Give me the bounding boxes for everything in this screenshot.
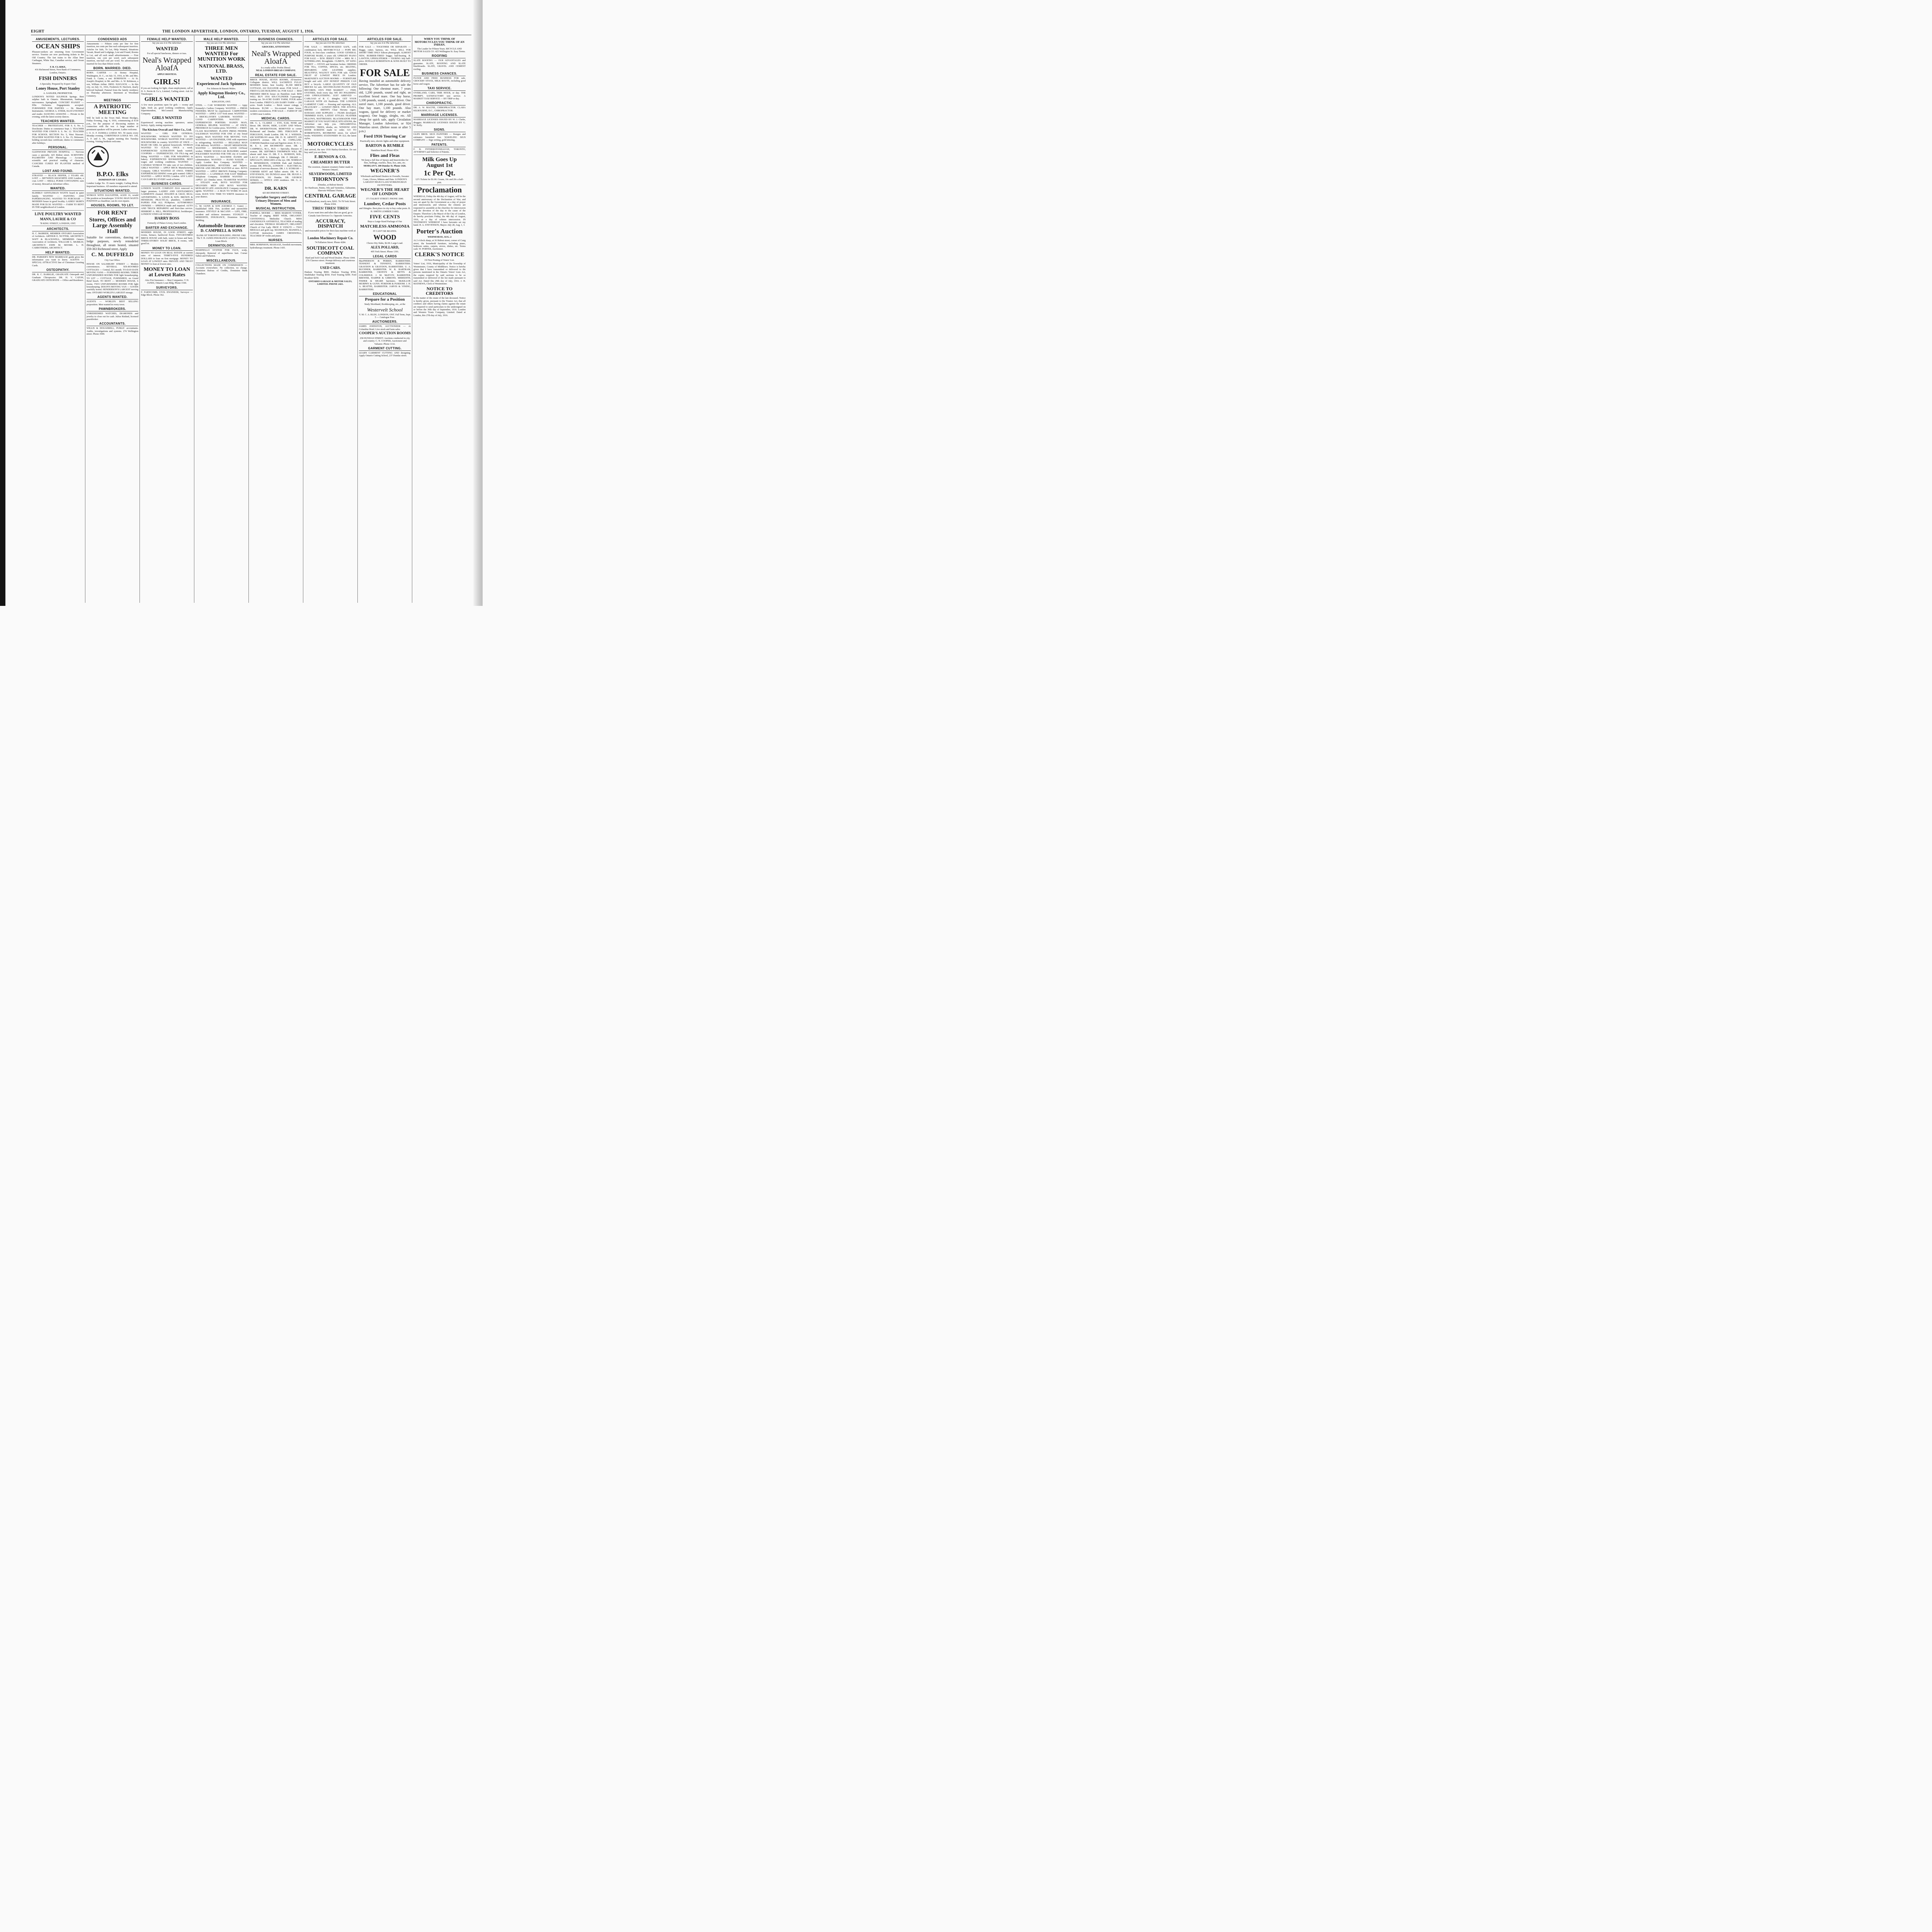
proclamation-body: WHEREAS, Friday the 4th day of August, will be the second anniversary of the Declaration of War, and was set apart by the Government as a day of prayer and intercession; and whereas the citizens are requested to assemble at the churches for intercession and the devotion of the day to the cause of the Empire. Therefore I, the Mayor of the City of London, do hereby proclaim Friday, the 4th day of August, 1916, as a day of solemn intercession. IN TESTIMONY WHEREOF I have hereunto set my hand. H. A. STEVENSON, Mayor. July 28, Aug. 1, 3. bbox=[413, 195, 466, 227]
wanted-title: WANTED bbox=[210, 75, 233, 82]
wanted-title: WANTED bbox=[156, 46, 178, 52]
money-loan-big: MONEY TO LOAN at Lowest Rates bbox=[143, 266, 190, 278]
personal-body: GLENWOOD PRIVATE HOSPITAL — Nervous cases a specialty. 425 Ridout street. SCIENTIFIC PALMISTRY AND Phrenology — Accurate, scientific and practical reading of character. CANCERS CURED BY PLANTER method of Canada. bbox=[32, 151, 84, 168]
garment-body: LEARN GARMENT CUTTING AND designing. Apply Ontario Cutting School, 237 Dundas street. bbox=[359, 351, 411, 357]
for-sale: FOR SALE bbox=[360, 67, 410, 79]
kingston-sub: KINGSTON, ONT. bbox=[212, 100, 231, 103]
ontario-garage: ONTARIO GARAGE & MOTOR SALES, LIMITED. PHONE 2421. bbox=[308, 280, 352, 286]
stores-body: Suitable for conventions, dancing or lodge purposes, newly remodeled throughout, all steam heated, situated 359-363 Richmond street, Apply bbox=[87, 236, 138, 251]
scan-edge-right bbox=[473, 0, 483, 606]
girls-wanted-2: GIRLS WANTED bbox=[152, 116, 182, 121]
heading-nurses: NURSES. bbox=[250, 238, 302, 243]
porter-body: At 2 o'clock sharp, at 36 Ridout street, corner of Craig street, the household furniture, including piano, bedroom suites, carpets, stoves, dishes, etc. Terms cash. W. PORTER, Auctioneer. bbox=[413, 239, 466, 251]
bpo-sub: DOMINION OF CANADA bbox=[99, 178, 126, 181]
creditors-body: In the matter of the estate of the late deceased. Notice is hereby given, pursuant to the Trustee Act, that all creditors and others having claims against the estate are required to send particulars to the undersigned on or before the 30th day of September, 1916. London and Western Trusts Company, Limited. Dated at London, this 27th day of July, 1916. bbox=[413, 297, 466, 317]
heading-male-help: MALE HELP WANTED. bbox=[196, 37, 247, 42]
auctioneers-body: JAMES JOHNSTON, AUCTIONEER — At Columbia Hotel. Live stock and farm sales. bbox=[359, 325, 411, 331]
ad-ocean-ships: OCEAN SHIPS bbox=[36, 43, 80, 50]
westervelt-school: Westervelt School bbox=[367, 306, 403, 313]
wegners-body: Wholesale and Retail Dealers in Overalls, Sweater Coats, Gloves, Mittens and Hats. LONDON'S LARGEST HIGH-CLASS WORKINGMAN OUTFITTERS. bbox=[361, 175, 409, 187]
heading-auctioneers: AUCTIONEERS. bbox=[359, 320, 411, 324]
heading-amusements: AMUSEMENTS, LECTURES. bbox=[32, 37, 84, 42]
heading-lost-found: LOST AND FOUND. bbox=[32, 169, 84, 173]
heading-legal-cards: LEGAL CARDS bbox=[359, 255, 411, 259]
column-2 bbox=[85, 36, 140, 603]
girls-ad: GIRLS! bbox=[153, 78, 180, 87]
milk-sub: 12½ Tickets for $1.00. Cream, 10c and 20c a half-pint. bbox=[415, 178, 464, 184]
national-brass: NATIONAL BRASS, LTD. bbox=[199, 63, 244, 74]
neals-bread-ad: Neal's Wrapped AloafA bbox=[142, 56, 192, 72]
london-machinery: London Machinery Repair Co. bbox=[307, 236, 354, 240]
elks-emblem-icon bbox=[87, 145, 110, 168]
neal-company: NEAL LONDON BREAD COMPANY. bbox=[256, 69, 296, 72]
heading-articles-for-sale: ARTICLES FOR SALE. bbox=[304, 37, 356, 42]
tires: TIRES! TIRES! TIRES! bbox=[312, 206, 349, 211]
heading-insurance: INSURANCE. bbox=[196, 200, 247, 204]
neals-bread-ad: Neal's Wrapped AloafA bbox=[251, 49, 301, 66]
janes-agency: The T. H. JANES INSURANCE AGENCY, Ontario Loan Block. bbox=[196, 237, 247, 243]
milk-price: 1c Per Qt. bbox=[423, 169, 456, 178]
teachers-body: TEACHER — PROTESTANT, FOR S. S. No. 2, Dorchester. Duties to commence Sept. 1. TEACHER WANTED FOR UNION S. S. No. 12. TEACHER FOR SCHOOL SECTION No. 5, West Nissouri. TEACHER WANTED FOR S. S. No. 15, Delaware; holding second-class certificate; duties to commence after holidays. bbox=[32, 124, 84, 145]
page-number: EIGHT bbox=[31, 29, 44, 34]
janes-sub: Also Fire Insurance — Best Companies. T. H. JANES, Ontario Loan Bldg. Phone 1544. bbox=[145, 279, 189, 285]
osteopathy-body: DR. R. C. BARKLIE, GRADUATE Osteopath and Graduate Chiropractor. DR. H. V. CATON, GRADUATE OSTEOPATH — Office and Residence. bbox=[32, 273, 84, 282]
column-5 bbox=[249, 36, 303, 603]
architects-body: H. C. McBRIDE, MEMBER ONTARIO Association of Architects. ARTHUR E. NUTTER, ARCHITECT. WATT & BLACKWELL, MEMBERS Ontario Association of Architects. WILLIAM G. MURRAY, ARCHITECT. JOHN M. MOORE. L. H. CARROTHERS, ARCHITECT. bbox=[32, 232, 84, 250]
girls-wanted: GIRLS WANTED bbox=[144, 96, 189, 103]
accuracy-body: and reasonable prices for first-class machine work at the bbox=[305, 230, 356, 235]
heading-barter: BARTER AND EXCHANGE. bbox=[141, 226, 193, 230]
thorntons-body: for Hardware, Paints, Oils and Varnishes, Alabastine, Sherwin-Williams' Paints. bbox=[305, 186, 356, 192]
central-garage: CENTRAL GARAGE bbox=[304, 193, 356, 199]
southcott-coal: SOUTHCOTT COAL COMPANY bbox=[306, 245, 354, 256]
heading-musical: MUSICAL INSTRUCTION. bbox=[250, 207, 302, 211]
neals-sub: Is a ready seller. Profits liberal. bbox=[261, 66, 291, 69]
ocean-body: Pleasure-seekers are returning from Government service. Tourists are now purchasing tickets to the Old Country. The fast trains to the Allan liner Carthagan, White Star, Canadian service, and Ocean Steamers. bbox=[32, 51, 84, 65]
heading-medical-cards: MEDICAL CARDS. bbox=[250, 117, 302, 121]
articles-body: FOR SALE — MEDIUM-SIZED SAFE, with combination lock. MOTORCYCLE — POPE BIG FOUR, in first-class condition. GOOD GENERAL PURPOSE MARE, 6 years old. UPRIGHT PIANO FOR SALE — $150. JERSEY COW — MRS. M. J. SUTHERLAND, Broughdale. CLIMO'S, 197 KING STREET — STOVE and furniture broker. ORDERS FOR TEA, COFFEE, SPICES, etc. BELTING, REPAIRING AND LEATHER supplies. BEAUTIFUL WALNUT SOFA FOR sale. GOOD FRUIT AT LOWEST PRICE IN London. McKENZIE'S AUCTION ROOMS — FURNITURE bought and sold. ANY HONEST PERSON CAN BUY a bicycle. LARGE QUANTITY OF OLD BRICKS for sale. SECOND-HAND PIANOS AND RECORDS. OX'S FISH MARKET — FISH, OYSTERS, fresh every day. WE DO POLISHING AND UPHOLSTERING. JUST ARRIVED — CARLOAD of R. C. shingles. GET YOUR GARAGE WITH AN Hardware. THE LONDON GARMENT CARE — Pressing and repairing. ALL PEACH-SET — LOWEST PRICE. THE JOY-FUL SMOKE — SMITH'S Clear Havana cigars. KODAKS AND SUPPLIES — FILMS developed. TRIMMED HATS, LATEST STYLES. FEATHER PILLOWS, MATTRESSES. BLACKMADOR FISH MARKET. IF YOU WANT HELP, SITUATIONS, the Advertiser can help you. ORNAMENTAL WEEPING TREES, shrubs, etc. WINDOW AND DOOR SCREENS made to order. GO TO ROBERTSON'S, RICHMOND street, for school books. WEDDING STATIONERY IN ALL the latest styles. bbox=[304, 46, 356, 140]
masthead bbox=[31, 29, 471, 35]
duffield: C. M. DUFFIELD bbox=[91, 252, 134, 258]
heading-money-to-loan: MONEY TO LOAN. bbox=[141, 247, 193, 251]
spinners-sub: For Johnson & Bassett Mules. bbox=[207, 87, 236, 90]
clarke-name: F. B. CLARKE, bbox=[50, 66, 66, 69]
girls-wanted-2-body: Experienced sewing machine operators; union factory. Apply, stating experience. bbox=[141, 121, 193, 127]
heading-real-estate: REAL ESTATE FOR SALE. bbox=[250, 73, 302, 78]
say-line: Say you saw it in The Advertiser. bbox=[261, 42, 291, 44]
jack-spinners: Experienced Jack Spinners bbox=[197, 82, 246, 87]
harry-sub: Formerly of Palace Livery, East London. bbox=[147, 222, 187, 225]
agents-body: AGENTS — WORLD'S BEST SELLING proposition. Men wanted in every town. bbox=[87, 300, 138, 306]
accountants-body: WILLIS & DOGGERELL, PUBLIC accountants. Audits, investigations and systems. 274 Wellington street. Phone 3949. bbox=[87, 327, 138, 336]
sadlier: A. SADLIER, PROPRIETOR. bbox=[43, 92, 73, 95]
heading-teachers-wanted: TEACHERS WANTED. bbox=[32, 119, 84, 124]
say-line: Say you saw it in The Advertiser. bbox=[316, 42, 345, 44]
rent-body: HOUSE ON SALISBURY STREET — Modern conveniences. SEVERAL SIX-ROOMED COTTAGES — Central, $11 month. TO-DAY-DATE MOVING VANS — FURNISHED ROOMS. THREE UNFURNISHED ROOMS FOR light housekeeping. TO LET — COTTAGE, FURNISHED, on Grand Bend beach. TO RENT — MODERN HOUSE, 6 rooms. TWO UNFURNISHED ROOMS FOR light housekeeping. DIXON'S MOVING VAN — GOODS carefully stored. HENDERSON'S LARGEST moving vans. ONTARIO WORLD'S LARGEST storage. bbox=[87, 262, 138, 294]
creamery-butter: CREAMERY BUTTER bbox=[311, 160, 350, 165]
westervelt-sub: Y. M. C. A. BLDG. LONDON, ONT. Fall Term, Sept. 5 — Catalogue Free. bbox=[359, 313, 411, 319]
articles-body: FOR SALE — TOGETHER OR SEPARATE — Buggy, cutter, harness, etc. WILL SELL FOR SHORT TIME ONLY Edison phonograph. ALMOST NEW, RUBBER-TIRED buggy; ball-bearing. R. LAWTON, UPHOLSTERER — DURING July half-price. DONALD ROBERTSON & SONS BUILT TO ORDER. bbox=[359, 46, 411, 66]
columns bbox=[31, 36, 471, 603]
clarke-address: 416 Richmond Street, Next Bank of Commerce, London, Ontario. bbox=[35, 68, 81, 74]
signs-body: GLEN BROS. SIGN PAINTERS — Designs and estimates furnished free. WAKELING SIGN COMPANY — Sign writing, gold lettering. bbox=[413, 133, 466, 142]
karn-body: Specialist Surgery and Genito Urinary Diseases of Men and Women. bbox=[255, 195, 297, 206]
roofing-body: SLATE ROOFING — OUR ADVANTAGES and guarantee. SLATE, ROOFING AND SLATE blackboards. SLATE, GRAVEL AND CEMENT roofing. bbox=[413, 59, 466, 71]
barton-rumble: BARTON & RUMBLE bbox=[366, 143, 404, 148]
wood-body: Choice Dry Slabs, $2.00. Large Load. bbox=[367, 242, 403, 245]
flies-fleas: Flies and Fleas bbox=[370, 153, 400, 158]
help-body: DR. PARKER'S NEW MARRIAGE guide gives the information you want to know. AGENTS — SPECIAL ATTRACTIVE line of Christmas Greeting Cards. bbox=[32, 255, 84, 267]
kingston-hosiery: Apply Kingston Hosiery Co., Ltd. bbox=[197, 91, 245, 99]
barton-sub: Hamilton Road. Phone 4554. bbox=[371, 149, 399, 152]
flies-body: We keep a full line of Sprays and Insecticides for flies, bedbugs, roaches, fleas, lice, ants, etc. bbox=[361, 159, 408, 165]
coopers-auction: COOPER'S AUCTION ROOMS bbox=[359, 332, 411, 336]
heading-business-cards: BUSINESS CARDS. bbox=[141, 182, 193, 186]
wood: WOOD bbox=[373, 233, 396, 241]
column-6 bbox=[303, 36, 358, 603]
taxi-body: OVERLAND, CARS, TRIP, HOUR, or day. THE PROMPT, SATISFACTORY taxi service. A MARKET TAXI SERVICE — BY TRIP or day. bbox=[413, 92, 466, 100]
silverwoods: SILVERWOODS, LIMITED bbox=[309, 172, 352, 176]
matchless-ammonia: MATCHLESS AMMONIA bbox=[360, 224, 410, 229]
heading-marriage-licenses: MARRIAGE LICENSES. bbox=[413, 113, 466, 117]
thorntons: THORNTON'S bbox=[312, 177, 349, 183]
wegners: WEGNER'S bbox=[370, 168, 400, 174]
clerks-notice: CLERK'S NOTICE bbox=[415, 251, 464, 258]
mann-laurie: MANN, LAURIE & CO bbox=[40, 217, 76, 221]
dermatology-body: MARINELLO SYSTEM FOR FACE, scalp, chiropody. Removal of superfluous hair. Corner Talbot and Fullarton. bbox=[196, 249, 247, 258]
heading-patents: PATENTS. bbox=[413, 143, 466, 147]
stores-offices: Stores, Offices and Large Assembly Hall bbox=[89, 217, 136, 235]
heading-miscellaneous: MISCELLANEOUS. bbox=[196, 259, 247, 263]
patents-body: F. B. FETHERSTONHAUGH, TORONTO, ATTORNEY and Solicitor of Patents. bbox=[413, 148, 466, 154]
wegners-sub: 371 TALBOT STREET. PHONE 1840. bbox=[366, 197, 404, 200]
porter-date: WEDNESDAY, AUG. 2 bbox=[427, 235, 452, 238]
lumber-body: and Shingles. Best place in city to buy cedar posts. R. H. SMITH LUMBER YARD. bbox=[359, 207, 411, 213]
prepare-position: Prepare for a Position bbox=[365, 297, 405, 302]
column-7 bbox=[358, 36, 412, 603]
morgans: MORGAN'S, 100 Dundas St. Phone 1426. bbox=[363, 164, 406, 167]
clerk-sub: Of First Posting of Voters' List. bbox=[424, 259, 455, 262]
five-cents: FIVE CENTS bbox=[370, 214, 400, 220]
coopers-sub: 258 DUNDAS STREET. Auctions conducted in city and country. C. N. COOPER, Auctioneer and Valuator. Phone 1132. bbox=[360, 337, 410, 345]
creamery-body: The sweetest, cleanest creamery butter made in Western Ontario. bbox=[308, 165, 353, 172]
heading-meetings: MEETINGS bbox=[87, 99, 138, 103]
loney-house: Loney House, Port Stanley bbox=[36, 86, 80, 91]
business-body: LONDON WASTE COMPANY HAS removed to larger premises. LADIES' AND GENTLEMEN'S GARMENTS cleaned. HOLDEN & GRAY, REAL ADVERTISING. S. LEWIS & SON. BROWN & HENSHAW, PRACTICAL plumbers. CARBON PAPERS FOR ALL PURposes. AUTOMOBILE OWNERS — SPRINGS made and repaired. AUTO AND TRUCK REPAIRING and first-class service. HERBERT A. HILL, PROFESSIONAL bookkeeper. LONDON VINEGAR WORKS. bbox=[141, 187, 193, 216]
ammonia-sub: IT CAN'T BE BEATEN. bbox=[373, 230, 397, 233]
wanted-sub: For all special luncheons, dinners or teas. bbox=[147, 52, 187, 55]
column-4 bbox=[194, 36, 249, 603]
say-line: Say you saw it in The Advertiser. bbox=[207, 42, 236, 44]
prepare-sub: Study Shorthand, Bookkeeping, etc., at the bbox=[364, 303, 406, 306]
heading-roofing: ROOFING bbox=[413, 54, 466, 58]
garage-body: Ford Runabout, nearly new, $265. 76-78 York Street. Phone 4304. bbox=[305, 200, 356, 206]
heading-born-married-died: BORN. MARRIED. DIED. bbox=[87, 66, 138, 71]
duffield-sub: City Gas Office. bbox=[104, 259, 121, 262]
male-body: STEEL — CAR WORKERS WANTED — Appy Kennedy's Carlton Company. WANTED — PRESS FEEDERS; MUST be experienced. CARPENTERS WANTED — APPLY 1157 York street. WANTED — A BRICKLAYER'S LABORER. WANTED — GOOD CARPENTERS. WANTED — EXPERIENCED PORTERS. HANDY MAN, GENERAL HELPER. WANTED — AT ONCE, PRESSMAN for Gordon press. WANTED — FIRST-CLASS MACHINIST. PLATEN PRESS FEEDER. SALESMAN WANTED FOR ONE of city bread wagons. MAN WANTED FOR MOVING VAN. WANTED — AN ENGINEER, ONE with experience in refrigerating. WANTED — RELIABLE MAN FOR delivery. WANTED — NIGHT MESSENGER. WANTED — SHOEMAKER, GOOD GENeral worker. THREE WOOD-CAR BUILDERS wanted. POLICEMEN WANTED FOR THE city of London. BOYS WANTED — MACHINE HANDS and cabinetmakers. WANTED — HAND NAILER — Apply London Box Company. WANTED — SOLDERMAKERS, RIVETERS and helpers. DRIVER AND HELPER WANTED at once. BOYS WANTED — APPLY BROWN Printing Company. WANTED — A LINEMAN FOR EAST Middlesex Telephone Company. BARBER WANTED — APPLY 221 Dundas street. TEAMSTER WANTED — STEADY work. BOYS WANTED FOR DELIVERY. MEN AND BOYS WANTED. MONARCH LIFE ASSURANCE Company requires agents. WANTED — A MAN TO WORK IN stock room. HAVE YOU TIME TO WRITE insurance in your district. bbox=[196, 104, 247, 199]
heading-taxi-service: TAXI SERVICE. bbox=[413, 87, 466, 91]
bpo-body: London Lodge No. 35 meets tonight, Carling Block. Important business. All members requested to attend. bbox=[87, 182, 138, 188]
notice-to-creditors: NOTICE TO CREDITORS bbox=[425, 286, 454, 296]
business-chances-body: FLOUR AND FEED BUSINESS FOR sale. GROCERY STOCK, MILK ROUTE, including good horse and wagon. bbox=[413, 77, 466, 85]
medical-body: DR. G. L. CLARKE — EYE, EAR, NOSE and throat. DR. SHAW, HIDE, LAURY AND Wilson. DR. W. SHOEBOTHAM, REMOVED to corner Richmond and Dundas. DRS. FERGUSON & FERGUSON, South London. DR. W. J. WEEKES, 438 WATERLOO street. DR. D. H. ARNOTT, 226 QUEEN'S avenue. DR. E. M. COPELAND, CORNER Hamilton road and Egerton street. H. O. L. M. E. S. 244 RICHMOND street. DR. J. CAMPBELL, M.A., M.D. — Specialty, diseases of women. DR. SEPTIMUS THOMPSON WILL BE absent until June 15. DR. F. L. BURDON, M.B., L.R.C.P. AND S. Edinburgh. DR. F. DRAKE — SPECIALTY, DISEASES of the eye. DR. NORMAN B. HENDERSON, CORNER Park and Dufferin avenue. DR. PINGEL, LONDON — ELECTRICAL treatment of nervous diseases. DR. J. S. SCHRAM — CORNER KENT and Talbot streets. DR. W. J. STEVENSON, 391 DUNDAS street. DR. HUGH A. STEVENSON, 391 Dundas. DR. GEORGE SENKEL — OFFICE AND residence. DR. G. A. ARRESTON. bbox=[250, 121, 302, 185]
apply-hostess: APPLY HOSTESS. bbox=[157, 73, 177, 76]
insurance-body: G. M. GUNN & SON (GEORGE C. Gunn) — Established 1858. Fire, accident and automobile insurance. STEVELY & McCANN — LIFE, FIRE, accident and sickness insurance. STANLEY J. MEREDITH, INSURANCE, Dominion Savings Building. bbox=[196, 204, 247, 222]
heading-osteopathy: OSTEOPATHY. bbox=[32, 268, 84, 272]
motorcycles-body: Just arrived, the new 1916 Harley-Davidson. Do not buy until you see them. bbox=[304, 148, 356, 154]
motorcycles: MOTORCYCLES bbox=[307, 141, 354, 147]
benson: F. BENSON & CO. bbox=[314, 155, 347, 159]
wegners-heart: WEGNER'S THE HEART OF LONDON bbox=[360, 187, 410, 196]
heading-help-wanted: HELP WANTED. bbox=[32, 251, 84, 255]
bpo-elks: B.P.O. Elks bbox=[96, 170, 129, 178]
nurses-body: MRS. ROBINSON, MASSAGE, Swedish movement, hydrotherapy treatment. Phone 1435. bbox=[250, 243, 302, 249]
accuracy-dispatch: ACCURACY, DISPATCH bbox=[315, 218, 345, 229]
heading-garment-cutting: GARMENT CUTTING. bbox=[359, 347, 411, 351]
for-sale-body: Having installed an automobile delivery service, The Advertiser has for sale the following: One chestnut mare, 7 years old, 1,200 pounds, sound and right, an excellent brood mare. One bay horse, 1,100 pounds, sound, a good driver. One sorrel mare, 1,100 pounds, good driver. One bay mare, 1,100 pounds. Also wagons, (good for delivery or market wagons). One buggy, sleighs, etc. All cheap for quick sale, apply Circulation Manager, London Advertiser, or 924 Waterloo street. (Before noon or after 5 p.m.) bbox=[359, 79, 411, 133]
ad-fish-dinners: FISH DINNERS bbox=[39, 76, 77, 82]
bmd-body: BORN. CARTER — At Stoney Hospital, Washington, D. C., on July 15, 1916, to Mr. and Mrs. Frank A. Carter, a son. ROBINSON — At St. Joseph's Hospital, to Mr. and Mrs. A. W. Robinson, a son, William Arthur. DIED. HAVLOCK — In this city, on July 31, 1916, Frederick H. Havlock, dearly beloved husband. Funeral from the family residence on Thursday afternoon. Interment at Woodland Cemetery. bbox=[87, 71, 138, 97]
heading-architects: ARCHITECTS. bbox=[32, 227, 84, 231]
marriage-body: MARRIAGE LICENSES ISSUED BY W. J. Clarke, druggist. MARRIAGE LICENSES ISSUED BY G. W. Kelly. bbox=[413, 118, 466, 127]
patriotic-body: Will be held in the Town Hall, Mount Brydges, Friday Evening, Aug. 4, 1916, commencing at 8:30 p.m., for the purpose of discussing matters in connection with the war. A large number of prominent speakers will be present. Ladies welcome. bbox=[87, 116, 138, 131]
legal-body: MacPHERSON & PERRIN, BARRISTERS. TENNENT & TENNENT, BARRISTERS. GRAYDON & GRAYDON, BARRISTERS. U. A. BUCHNER, BARRISTER. W. R. BARTRAM, BARRISTER. CRONYN & BETTS & COLERIDGE. J. M. McEVOY, BARRISTER. BREWER, HARPER & GIBBONS. MEREDITH, FISHER & SHARP, barristers. McKILLOP, MURPHY & GUNN. PURDOM & PURDOM. J. H. A. BEATTIE, BARRISTER. JARVIS & VINING, BARRISTERS. bbox=[359, 259, 411, 291]
lodge-notices: I. O. O. F. EUREKA LODGE NO. 59 meets every Monday evening. CORINTHIAN LODGE NO. 330, A. F. and A. M., regular meeting this Tuesday evening. Visiting brethren welcome. bbox=[87, 131, 138, 143]
ford-touring: Ford 1916 Touring Car bbox=[364, 134, 406, 139]
heading-accountants: ACCOUNTANTS. bbox=[87, 322, 138, 326]
used-cars: USED CARS. bbox=[320, 265, 341, 270]
heading-signs: SIGNS. bbox=[413, 128, 466, 132]
heading-personal: PERSONAL. bbox=[32, 146, 84, 150]
column-8 bbox=[412, 36, 467, 603]
indian-sub: The Leader for Fifteen Years. BICYCLE AND MOTOR SALES CO. 425 Wellington St. Easy Terms. bbox=[413, 47, 466, 53]
mann-address: 78 KING STREET, LONDON, ONT. bbox=[40, 222, 76, 225]
ad-live-poultry: LIVE POULTRY WANTED bbox=[34, 212, 82, 216]
girls-wanted-body: A few more positions open for girls — roomy and light, fresh air, good working conditions. Apply Superintendent, McCormick Manufacturing Company. bbox=[141, 104, 193, 115]
machinery-sub: 74 Fullarton Street. Phone 4284. bbox=[315, 241, 346, 244]
heading-wanted: WANTED. bbox=[32, 187, 84, 191]
female-body: WANTED — GIRL FOR GENERAL HOUSEWORK. WOMAN WANTED TO DO HOUSEWORK. WOMAN WANTED FOR LIGHT HOUSEWORK in country. WANTED AT ONCE — MAID OR GIRL for general housework. WOMAN WANTED TO CLEAN, ONCE a week. EXPERIENCED ALTERATION hands wanted. COOPERS — EXPERIENCED, ON FILL-ing and fitting. WANTED — GIRL FOR WRAPPING in bakery. EXPERIENCED BOOKKEEPER; BEST wages and working conditions. WANTED — CAPABLE WOMAN TO take care of two children. GIRLS WANTED — APPLY BECK Manufacturing Company. GIRLS WANTED AT ONCE. THREE EXPERIENCED DINING room girls wanted. GIRLS WANTED — APPLY HOTEL London. ANY LADY CAN EARN $12 EVERY week at home. bbox=[141, 132, 193, 181]
porters-auction: Porter's Auction bbox=[416, 227, 463, 235]
thorntons-sub: (Dundas, at Ridout Street) bbox=[318, 184, 343, 187]
campbell-sons: D. CAMPBELL & SONS bbox=[201, 229, 242, 233]
barter-body: MODERN HOUSE, IN GOOD STREET; eight rooms, furnace, hardwood floors. TWO-ROOMED BRICK HOUSE with bath, water in house and barn. THREE-STOREY SOLID BRICK, 8 rooms, with good lot. bbox=[141, 231, 193, 245]
say-line: Say you saw it in The Advertiser. bbox=[152, 42, 182, 44]
karn-sub: 425 RICHMOND STREET. bbox=[262, 191, 289, 194]
campbell-sub: BANK OF TORONTO BUILDING. PHONE 1382. bbox=[196, 234, 247, 237]
tires-body: If you want tires and tubes that are good, go to Canada Auto Devices Co. Opposite Armories. bbox=[308, 211, 353, 217]
real-estate-body: BRICK HOUSE, SEVEN ROOMS, AT-tractive; Collegiate district. WILL SACRIFICE FULLY MODERN home, best locality. $1,300 BRICK COTTAGE, 222 ELEANOR street. FOR SALE — FIRST-CLASS BUILDING lot. FOR SALE — RED PRESSED BRICK house on Hamilton road. $650 WILL BUY 1916 SIX-CYLINDER 5-passenger touring car. 50-ACRE DAIRY FARM, FOUR miles from London. FIRST-CLASS DAIRY FARM — 200 acres. South London — Brick veneer cottage, 6 bedrooms. $3,500 — Six-roomed frame house, modern conveniences. FOR SALE — FARM OF 100 ACRES near London. bbox=[250, 78, 302, 116]
southcott-body: Hard and Soft Coal and Wood Dealers. Phone 1044. 276 Clarence street. Prompt delivery and courteous treatment. bbox=[305, 256, 355, 265]
say-line: Say you saw it in The Advertiser. bbox=[370, 42, 400, 44]
lumber-cedar: Lumber, Cedar Posts bbox=[364, 201, 406, 207]
for-rent: FOR RENT bbox=[97, 210, 128, 216]
three-men-wanted: THREE MEN WANTED For MUNITION WORK bbox=[197, 46, 245, 63]
patriotic-meeting: A PATRIOTIC MEETING bbox=[94, 103, 131, 116]
heading-surveyors: SURVEYORS. bbox=[141, 286, 193, 290]
column-1 bbox=[31, 36, 85, 603]
five-sub: Buys a Large-Sized Package of Our bbox=[367, 220, 402, 223]
heading-agents-wanted: AGENTS WANTED. bbox=[87, 295, 138, 299]
heading-houses-rooms: HOUSES, ROOMS, TO LET. bbox=[87, 204, 138, 208]
condensed-body: Amusements — Fifteen cents per line for first insertion, ten cents per line each subsequent insertion. Articles for Sale, To Let, Help Wanted, Situations Vacant, Board and Lodgings, Lost and Found, Rooms to Let, and all such small advertisements — First insertion, one cent per word; each subsequent insertion, one-half cent per word. No advertisement inserted for less than fifteen words. bbox=[87, 43, 138, 65]
money-body: MONEY TO LOAN ON REAL ESTATE at current rates of interest. THIRTY-FIVE HUNDRED DOLLARS to loan on first mortgage. MONEY TO LOAN AT LOWEST rates. PRIVATE AND TRUST MONEY to loan at lowest rates. bbox=[141, 251, 193, 266]
wanted-body: ELDERLY GENTLEMAN WANTS board in quiet family. WANTED — PAINTING AND PAPERHANGING. WANTED TO PURCHASE — MODERN house in good locality. LADIES' SKIRTS MADE FOR $1.50. WANTED — FARM TO RENT IN THE neighborhood of London. bbox=[32, 192, 84, 209]
heading-chiropractic: CHIROPRACTIC. bbox=[413, 101, 466, 105]
clerk-body: Voters' List, 1916, Municipality of the Township of Westminster, County of Middlesex. Notice is hereby given that I have transmitted or delivered to the persons mentioned in the Ontario Voters' Lists Act, the copies required by said sections to be so transmitted or delivered of the list made pursuant to said Act. Dated this 29th day of July, 1916. J. H. MATHEWS, Clerk of Westminster. bbox=[413, 262, 466, 285]
heading-business-chances: BUSINESS CHANCES. bbox=[250, 37, 302, 42]
column-3 bbox=[140, 36, 194, 603]
pawn-body: UNREDEEMED WATCHES, DIAMONDS and jewelry to close out for cash. Julius Riskind, licensed pawnbroker. bbox=[87, 312, 138, 321]
lost-body: STRAYED — BLACK HEIFER, 2 YEARS old. LOST — BETWEEN KILWORTH AND London, a coat. LOST — SMALL PURSE CONTAINING sum of money. Reward at Advertiser office. bbox=[32, 174, 84, 185]
indian-motorcycle-ad: WHEN YOU THINK OF MOTORCYCLES YOU THINK OF AN INDIAN. bbox=[415, 37, 464, 46]
milk-goes-up: Milk Goes Up August 1st bbox=[422, 156, 457, 169]
newspaper-title: THE LONDON ADVERTISER, LONDON, ONTARIO, TUESDAY, AUGUST 1, 1916. bbox=[162, 29, 314, 34]
chiropractic-body: DR. A. W. MACFIE, CHIROPRACTOR. CLARA KILBOURNE, D.C., CHIROPRACTOR. bbox=[413, 106, 466, 112]
situations-body: WOMAN WITH DAUGHTER, AGED 16, would like position as housekeeper. YOUNG MAN WANTS POSITION as chauffeur; can do own repairs. bbox=[87, 194, 138, 202]
scan-edge-left bbox=[0, 0, 5, 606]
harry-boss: HARRY BOSS bbox=[154, 216, 179, 221]
heading-educational: EDUCATIONAL bbox=[359, 292, 411, 296]
alex-pollard: ALEX POLLARD, bbox=[371, 245, 399, 250]
heading-condensed-ads: CONDENSED ADS bbox=[87, 37, 138, 42]
girls-body: If you are looking for light, clean employment, call at D. S. Perrin & Co.'s, Limited, Carling street. Ask for Timekeeper. bbox=[141, 87, 193, 96]
kitchen-overall: The Kitchen Overall and Shirt Co., Ltd. bbox=[142, 128, 192, 131]
fish-body: LONDON'S NOTED SULPHUR Springs. Best sulphur bath in Ontario. Rheumatism, lumbago, nervousness. Springbank. CONCERT PIANIST — Ellis Orchestra. Engagements accepted. FURNISHED FOR PARTIES — Dr. Musical Instruments. GEORGE A. STEER, ELOCUTIONIST and reader. DANCING LESSONS — Private in the evening, with the latest society dances. bbox=[32, 95, 84, 118]
dr-karn: DR. KARN bbox=[264, 185, 287, 191]
ford-body: Practically new, electric lights and other equipment. bbox=[360, 140, 410, 143]
used-cars-body: Hudson Touring $900. Hudson Touring $700. Studebaker Touring $550. Ford Touring $300. Ford Roadster $250. bbox=[304, 270, 356, 279]
fish-sub: A Specialty. Prepared by Expert Chef. bbox=[39, 83, 77, 86]
grocers-attention: GROCERS, ATTENTION! bbox=[262, 46, 290, 49]
miscellaneous-body: COLLECTIONS MADE ON COMMISSION — Accounts everywhere. No collection, no charge. Dominion Bureau of Credits, Dominion Bank Chambers. bbox=[196, 264, 247, 275]
heading-pawnbrokers: PAWNBROKERS. bbox=[87, 307, 138, 311]
heading-articles-for-sale: ARTICLES FOR SALE. bbox=[359, 37, 411, 42]
heading-dermatology: DERMATOLOGY. bbox=[196, 244, 247, 248]
musical-body: PARNELL MOORE — MISS MARION VOTIER, Teacher of singing. BERT WEIR, ORGANIST CENTENNIAL Methodist Church. MISS GWENDOLYN ANTHISTLE, TEACHER of reading and elocution. THOMAS SHARRATT, ORGANIST Church of Our Lady. PROF. P. VENUTI — TWO MEDALS and gold cup. MANDOLIN, MANDOLA, GUITAR instruction. JAMES CRESSWELL, TEACHER OF violin and piano. bbox=[250, 211, 302, 237]
surveyors-body: F. FARNCOMB, CIVIL ENGINEER, Surveyor — Edge Block. Phone 362. bbox=[141, 291, 193, 297]
pollard-sub: 495 York Street. Phone 1391. bbox=[371, 250, 399, 253]
heading-female-help: FEMALE HELP WANTED. bbox=[141, 37, 193, 42]
heading-business-chances: BUSINESS CHANCES. bbox=[413, 72, 466, 76]
proclamation: Proclamation bbox=[417, 186, 462, 195]
auto-insurance: Automobile Insurance bbox=[197, 223, 245, 229]
heading-situations-wanted: SITUATIONS WANTED. bbox=[87, 189, 138, 193]
